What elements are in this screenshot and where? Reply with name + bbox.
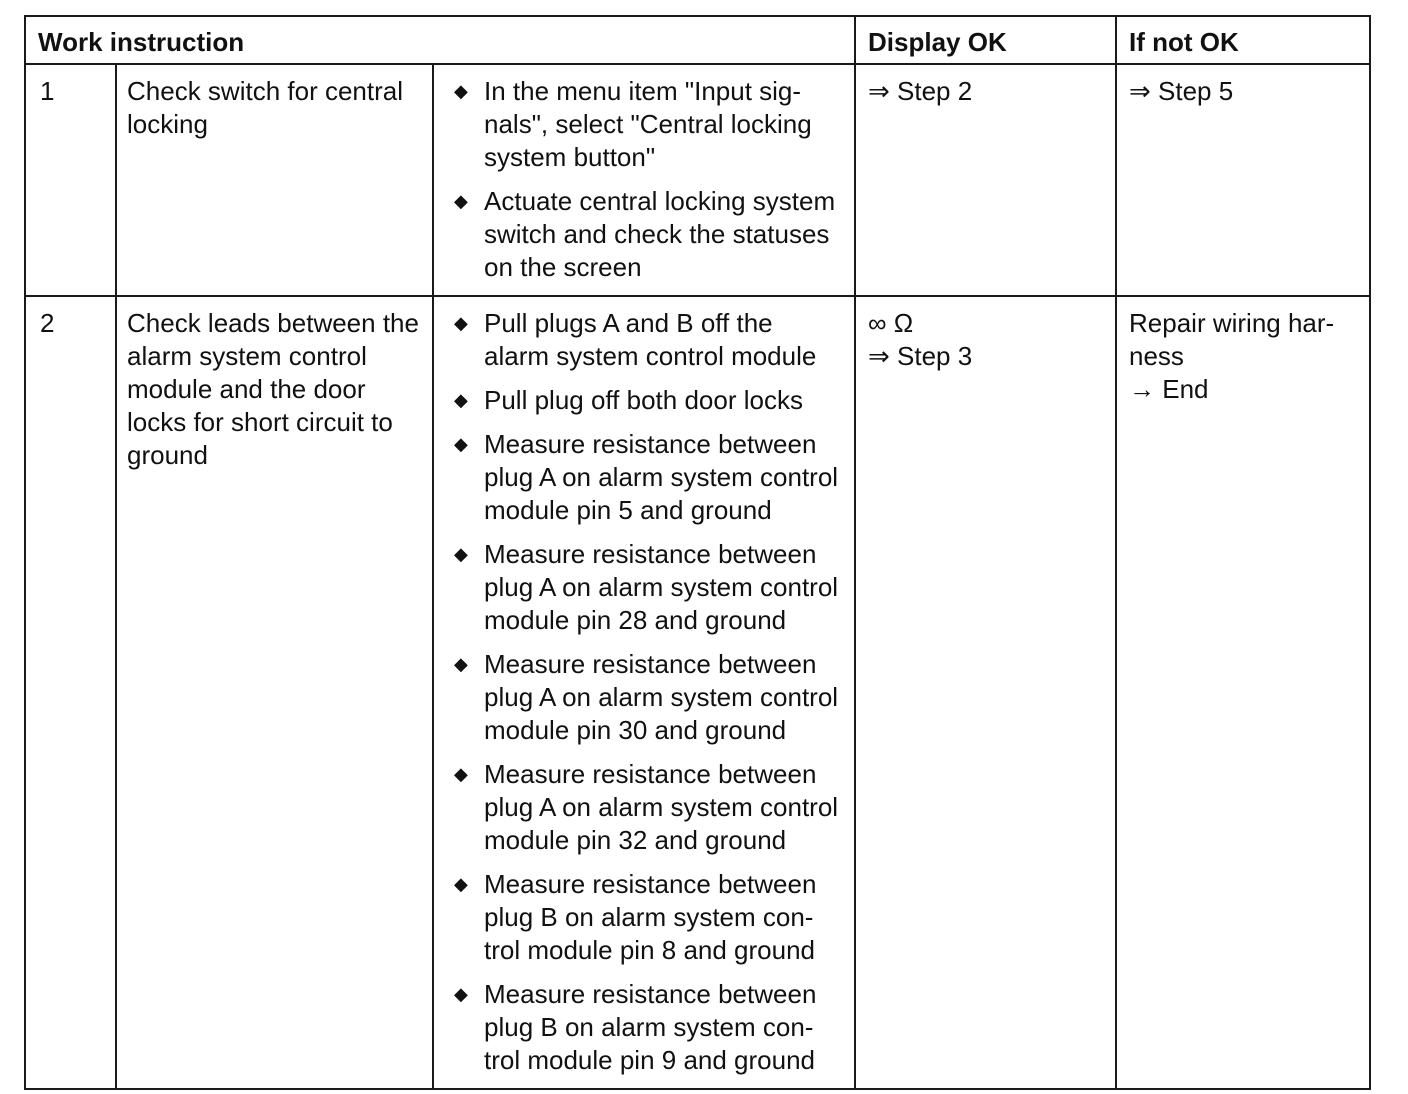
result-text: ⇒ Step 5: [1129, 76, 1234, 106]
bullet-diamond-icon: ◆: [454, 544, 468, 564]
bullet-diamond-icon: ◆: [454, 313, 468, 333]
step-number: 2: [25, 296, 116, 1089]
list-item: ◆ Measure resistance between plug A on alarm system control module pin 32 and ground: [454, 759, 839, 855]
list-item: ◆ Measure resistance between plug B on alarm system con-trol module pin 9 and ground: [454, 979, 817, 1075]
bullet-diamond-icon: ◆: [454, 984, 468, 1004]
step-actions: [433, 296, 855, 1089]
action-list: [444, 307, 842, 1077]
list-item: ◆ Measure resistance between plug A on alarm system control module pin 30 and ground: [454, 649, 839, 745]
result-text: → End: [1129, 374, 1209, 404]
result-text: ⇒ Step 2: [868, 76, 973, 106]
result-text: Repair wiring har-ness: [1129, 308, 1335, 371]
table-header-row: [25, 16, 1370, 64]
list-item: ◆ In the menu item "Input sig-nals", select "Central locking system button": [454, 76, 812, 172]
display-ok-cell: [855, 64, 1116, 296]
list-item: ◆ Pull plug off both door locks: [454, 385, 803, 415]
header-if-not-ok: If not OK: [1116, 16, 1370, 64]
step-number: 1: [25, 64, 116, 296]
if-not-ok-cell: [1116, 296, 1370, 1089]
list-item: ◆ Measure resistance between plug A on alarm system control module pin 28 and ground: [454, 539, 839, 635]
header-work-instruction: Work instruction: [25, 16, 855, 64]
table-row: [25, 64, 1370, 296]
step-actions: [433, 64, 855, 296]
work-instruction-sheet: [24, 15, 1371, 1090]
action-list: [444, 75, 842, 284]
bullet-diamond-icon: ◆: [454, 191, 468, 211]
bullet-diamond-icon: ◆: [454, 81, 468, 101]
list-item: ◆ Actuate central locking system switch and check the statuses on the screen: [454, 186, 836, 282]
bullet-diamond-icon: ◆: [454, 654, 468, 674]
result-text: ∞ Ω: [868, 308, 914, 338]
if-not-ok-cell: [1116, 64, 1370, 296]
header-display-ok: Display OK: [855, 16, 1116, 64]
list-item: ◆ Measure resistance between plug B on alarm system con-trol module pin 8 and ground: [454, 869, 817, 965]
list-item: ◆ Pull plugs A and B off the alarm system control module: [454, 308, 817, 371]
bullet-diamond-icon: ◆: [454, 390, 468, 410]
bullet-diamond-icon: ◆: [454, 434, 468, 454]
bullet-diamond-icon: ◆: [454, 764, 468, 784]
list-item: ◆ Measure resistance between plug A on alarm system control module pin 5 and ground: [454, 429, 839, 525]
result-text: ⇒ Step 3: [868, 341, 973, 371]
bullet-diamond-icon: ◆: [454, 874, 468, 894]
table-row: [25, 296, 1370, 1089]
step-description: Check switch for central locking: [116, 64, 433, 296]
work-instruction-table: [24, 15, 1371, 1090]
display-ok-cell: [855, 296, 1116, 1089]
step-description: Check leads between the alarm system control module and the door locks for short circuit to ground: [116, 296, 433, 1089]
